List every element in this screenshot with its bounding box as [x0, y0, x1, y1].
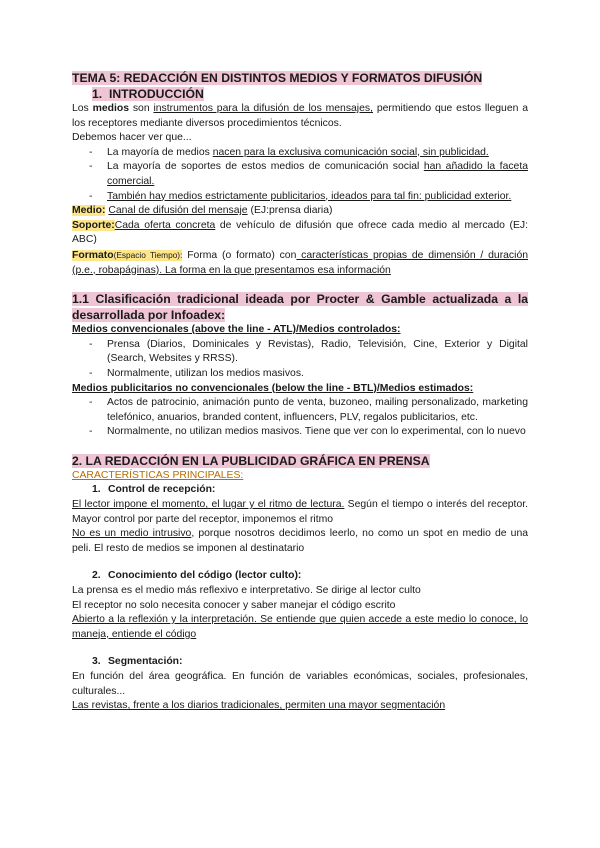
item-3-text-1: En función del área geográfica. En función de variables económicas, sociales, profesionales, culturales... [72, 671, 528, 697]
list-item: - También hay medios estrictamente publicitarios, ideados para tal fin: publicidad exterior. [72, 190, 528, 205]
document-title: TEMA 5: REDACCIÓN EN DISTINTOS MEDIOS Y FORMATOS DIFUSIÓN [72, 71, 483, 85]
item-2-text-1: La prensa es el medio más reflexivo e interpretativo. Se dirige al lector culto [72, 585, 421, 597]
list-item: - La mayoría de medios nacen para la exclusiva comunicación social, sin publicidad. [72, 146, 528, 161]
item-1-text-1: El lector impone el momento, el lugar y el ritmo de lectura. Según el tiempo o interés del receptor. Mayor control por parte del receptor, imponemos el ritmo [72, 499, 528, 525]
section-1-1-heading: 1.1 Clasificación tradicional ideada por Procter & Gamble actualizada a la desarrollada por Infoadex: [72, 292, 528, 323]
item-1-text-2: No es un medio intrusivo, porque nosotros decidimos leerlo, no como un spot en medio de una peli. El resto de medios se imponen al destinatario [72, 528, 529, 554]
non-conventional-media-list [72, 396, 528, 440]
characteristics-label: CARACTERÍSTICAS PRINCIPALES: [72, 469, 244, 481]
intro-paragraph: Los medios son instrumentos para la difusión de los mensajes, permitiendo que estos lleguen a los receptores mediante diversos procedimientos técnicos. [72, 103, 529, 129]
non-conventional-media-heading: Medios publicitarios no convencionales (below the line - BTL)/Medios estimados: [72, 382, 474, 394]
item-1-heading: 1. Control de recepción: [92, 484, 216, 496]
section-2-heading: 2. LA REDACCIÓN EN LA PUBLICIDAD GRÁFICA EN PRENSA [72, 453, 430, 468]
list-item: - Prensa (Diarios, Dominicales y Revistas), Radio, Televisión, Cine, Exterior y Digital (Search, Websites y RRSS). [72, 338, 528, 367]
list-item: - Normalmente, utilizan los medios masivos. [72, 367, 528, 382]
item-3-heading: 3. Segmentación: [92, 656, 183, 668]
intro-bullet-list [72, 146, 528, 204]
definition-soporte: Soporte:Cada oferta concreta de vehículo de difusión que ofrece cada medio al mercado (EJ: ABC) [72, 219, 528, 246]
intro-lead: Debemos hacer ver que... [72, 132, 192, 144]
definition-formato: Formato(Espacio Tiempo): Forma (o formato) con características propias de dimensión / duración (p.e., robapáginas). La forma en la que presentamos esa información [72, 249, 528, 276]
list-item: - Actos de patrocinio, animación punto de venta, buzoneo, mailing personalizado, marketing telefónico, anuarios, branded content, influencers, PLV, regalos publicitarios, etc. [72, 396, 528, 425]
intro-heading: 1. INTRODUCCIÓN [92, 87, 204, 101]
item-2-text-3: Abierto a la reflexión y la interpretación. Se entiende que quien accede a este medio lo conoce, lo maneja, entiende el código [72, 614, 528, 640]
list-item: - La mayoría de soportes de estos medios de comunicación social han añadido la faceta comercial. [72, 160, 528, 189]
definition-medio: Medio: Canal de difusión del mensaje (EJ:prensa diaria) [72, 205, 333, 217]
list-item: - Normalmente, no utilizan medios masivos. Tiene que ver con lo experimental, con lo nuevo [72, 425, 528, 440]
document-page [72, 70, 528, 714]
conventional-media-list [72, 338, 528, 382]
item-3-text-2: Las revistas, frente a los diarios tradicionales, permiten una mayor segmentación [72, 700, 446, 712]
item-2-heading: 2. Conocimiento del código (lector culto): [92, 570, 302, 582]
item-2-text-2: El receptor no solo necesita conocer y saber manejar el código escrito [72, 599, 396, 611]
conventional-media-heading: Medios convencionales (above the line - ATL)/Medios controlados: [72, 324, 401, 336]
